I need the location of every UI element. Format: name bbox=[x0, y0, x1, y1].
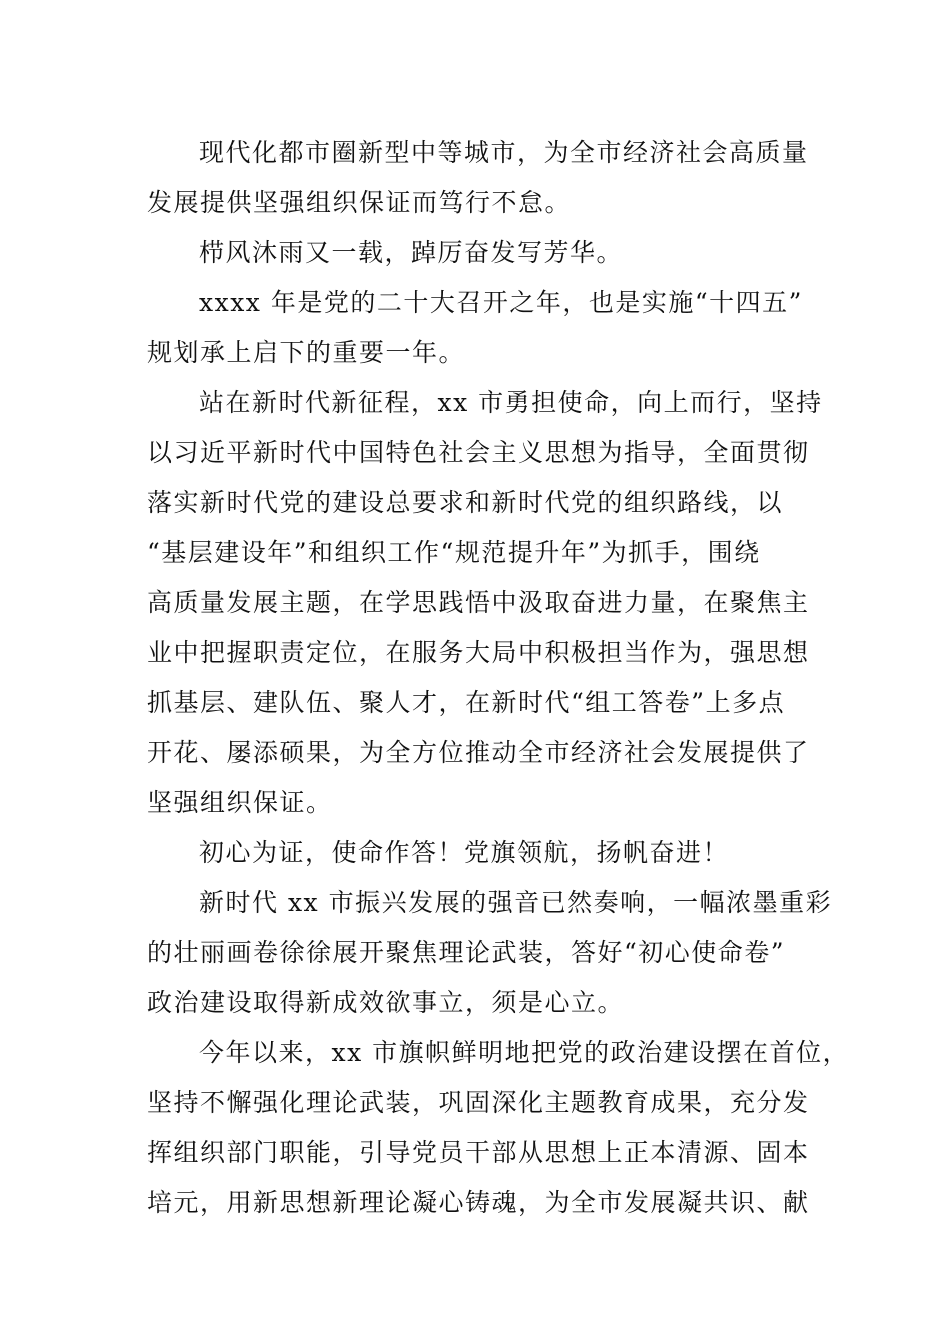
text-line: 挥组织部门职能，引导党员干部从思想上正本清源、固本 bbox=[147, 1138, 810, 1167]
text-line: 高质量发展主题，在学思践悟中汲取奋进力量，在聚焦主 bbox=[147, 588, 810, 617]
paragraph-3 bbox=[147, 278, 807, 378]
document-body bbox=[147, 128, 850, 1228]
text-line: 政治建设取得新成效欲事立，须是心立。 bbox=[147, 988, 625, 1017]
text-line: 开花、屡添硕果，为全方位推动全市经济社会发展提供了 bbox=[147, 738, 810, 767]
paragraph-2 bbox=[147, 228, 807, 278]
text-line: 初心为证，使命作答！党旗领航，扬帆奋进！ bbox=[199, 838, 730, 867]
text-line: 坚持不懈强化理论武装，巩固深化主题教育成果，充分发 bbox=[147, 1088, 810, 1117]
text-line: 站在新时代新征程，xx 市勇担使命，向上而行，坚持 bbox=[199, 388, 823, 417]
text-line: 培元，用新思想新理论凝心铸魂，为全市发展凝共识、献 bbox=[147, 1188, 810, 1217]
paragraph-4 bbox=[147, 378, 823, 828]
text-line: 现代化都市圈新型中等城市，为全市经济社会高质量 bbox=[199, 138, 809, 167]
paragraph-7 bbox=[147, 1028, 850, 1228]
text-line: 业中把握职责定位，在服务大局中积极担当作为，强思想 bbox=[147, 638, 810, 667]
text-line: 栉风沐雨又一载，踔厉奋发写芳华。 bbox=[199, 238, 624, 267]
text-line: 坚强组织保证。 bbox=[147, 788, 333, 817]
text-line: 规划承上启下的重要一年。 bbox=[147, 338, 466, 367]
text-line: 新时代 xx 市振兴发展的强音已然奏响，一幅浓墨重彩 bbox=[199, 888, 833, 917]
paragraph-6 bbox=[147, 878, 833, 1028]
text-line: 以习近平新时代中国特色社会主义思想为指导，全面贯彻 bbox=[147, 438, 810, 467]
text-line: 发展提供坚强组织保证而笃行不怠。 bbox=[147, 188, 572, 217]
text-line: 今年以来，xx 市旗帜鲜明地把党的政治建设摆在首位， bbox=[199, 1038, 850, 1067]
text-line: 落实新时代党的建设总要求和新时代党的组织路线，以 bbox=[147, 488, 784, 517]
paragraph-1 bbox=[147, 128, 807, 228]
paragraph-5 bbox=[147, 828, 807, 878]
text-line: 抓基层、建队伍、聚人才，在新时代“组工答卷”上多点 bbox=[147, 688, 786, 717]
text-line: “基层建设年”和组织工作“规范提升年”为抓手，围绕 bbox=[147, 538, 761, 567]
text-line: xxxx 年是党的二十大召开之年，也是实施“十四五” bbox=[199, 288, 803, 317]
text-line: 的壮丽画卷徐徐展开聚焦理论武装，答好“初心使命卷” bbox=[147, 938, 786, 967]
